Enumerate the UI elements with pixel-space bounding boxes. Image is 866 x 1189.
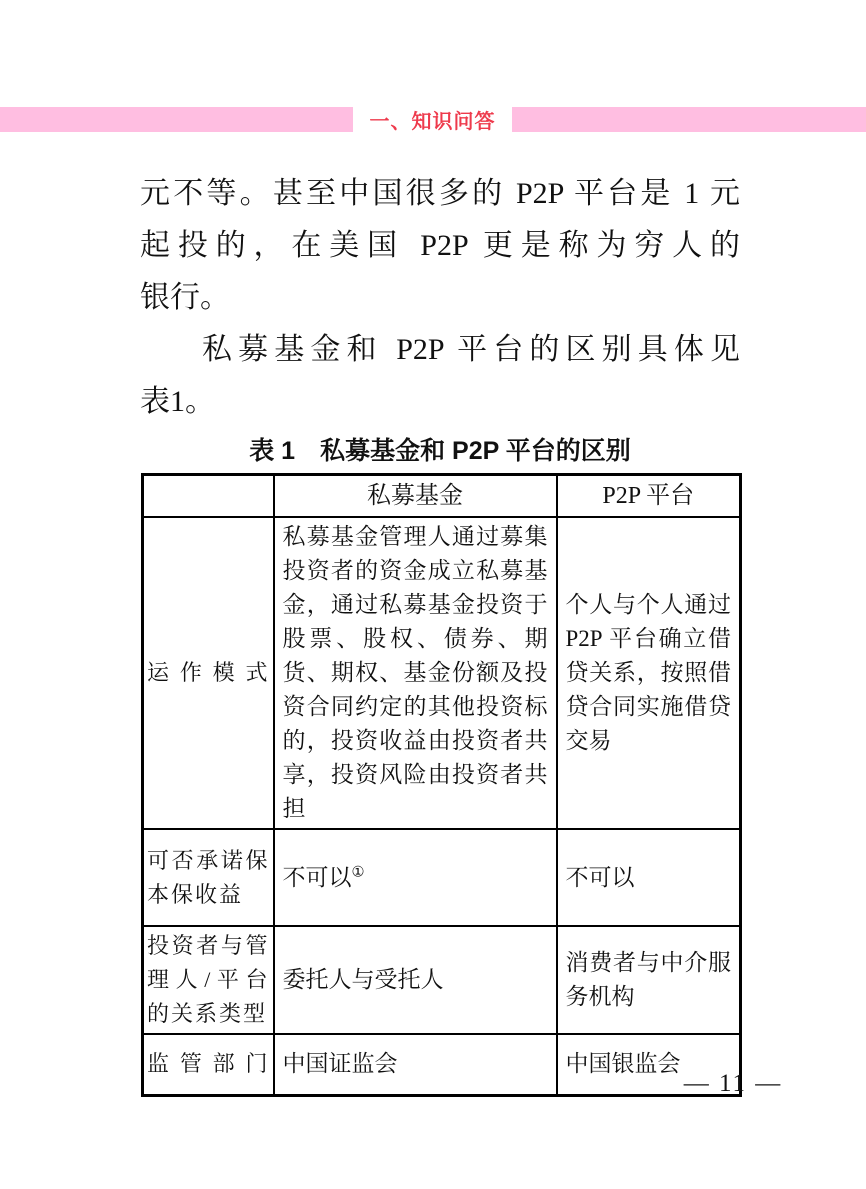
table-header-fund: 私募基金 [274,475,557,518]
table-header-row [143,475,741,518]
table-row-operation [143,517,741,829]
footnote-marker: ① [351,863,365,880]
table-row-relationship [143,926,741,1034]
row-label-operation: 运作模式 [143,517,274,829]
cell-guarantee-fund [274,829,557,926]
paragraph2-line2: 表1。 [140,385,215,418]
paragraph1-line1: 元不等。甚至中国很多的 P2P 平台是 1 元 [140,177,740,210]
comparison-table [141,473,742,1097]
cell-regulator-fund: 中国证监会 [274,1034,557,1095]
row-label-relationship: 投资者与管理人/平台的关系类型 [143,926,274,1034]
cell-regulator-p2p: 中国银监会 [557,1034,741,1095]
paragraph2-line1: 私募基金和 P2P 平台的区别具体见 [202,333,740,366]
table-header-p2p: P2P 平台 [557,475,741,518]
chapter-title: 一、知识问答 [353,103,512,136]
body-text [140,168,740,428]
cell-operation-fund: 私募基金管理人通过募集投资者的资金成立私募基金，通过私募基金投资于股票、股权、债券、期货、期权、基金份额及投资合同约定的其他投资标的，投资收益由投资者共享，投资风险由投资者共担 [274,517,557,829]
cell-operation-p2p: 个人与个人通过 P2P 平台确立借贷关系，按照借贷合同实施借贷交易 [557,517,741,829]
table-header-blank [143,475,274,518]
row-label-regulator: 监管部门 [143,1034,274,1095]
cell-guarantee-p2p: 不可以 [557,829,741,926]
paragraph1-line2: 起投的，在美国 P2P 更是称为穷人的 [140,229,740,262]
cell-relationship-p2p: 消费者与中介服务机构 [557,926,741,1034]
table-row-guarantee [143,829,741,926]
row-label-guarantee: 可否承诺保本保收益 [143,829,274,926]
cell-guarantee-fund-text: 不可以 [282,864,352,890]
paragraph1-line3: 银行。 [140,281,230,314]
table-row-regulator [143,1034,741,1095]
page-number: — 11 — [683,1070,783,1097]
cell-relationship-fund: 委托人与受托人 [274,926,557,1034]
table-caption: 表 1 私募基金和 P2P 平台的区别 [249,437,631,465]
